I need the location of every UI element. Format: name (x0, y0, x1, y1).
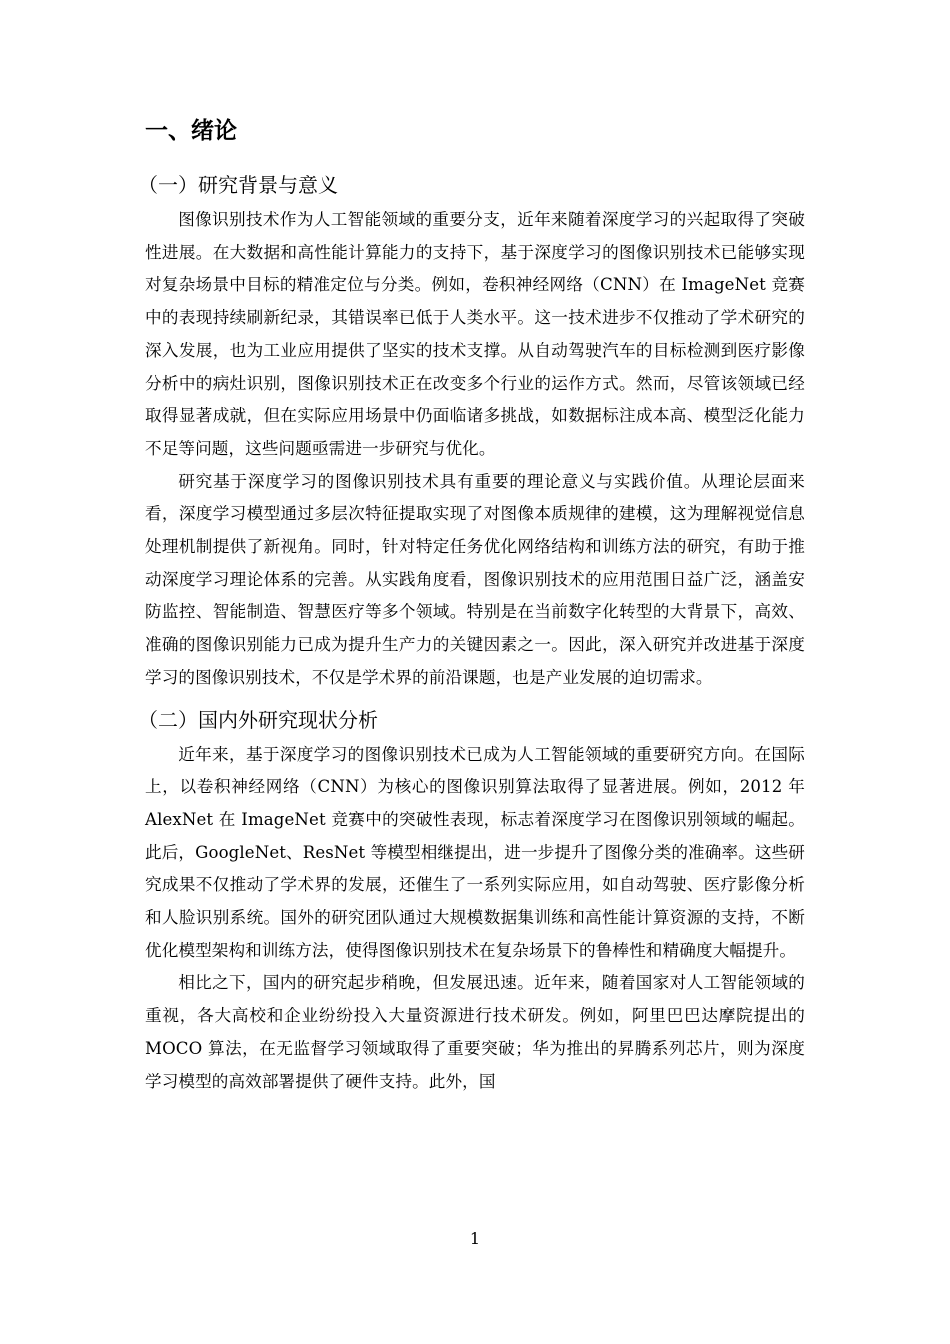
section-heading-status: （二）国内外研究现状分析 (138, 707, 378, 732)
paragraph: 图像识别技术作为人工智能领域的重要分支，近年来随着深度学习的兴起取得了突破性进展。在大数据和高性能计算能力的支持下，基于深度学习的图像识别技术已能够实现对复杂场景中目标的精准定位与分类。例如，卷积神经网络（CNN）在 ImageNet 竞赛中的表现持续刷新纪录，其错误率已低于人类水平。这一技术进步不仅推动了学术研究的深入发展，也为工业应用提供了坚实的技术支撑。从自动驾驶汽车的目标检测到医疗影像分析中的病灶识别，图像识别技术正在改变多个行业的运作方式。然而，尽管该领域已经取得显著成就，但在实际应用场景中仍面临诸多挑战，如数据标注成本高、模型泛化能力不足等问题，这些问题亟需进一步研究与优化。 (145, 210, 805, 458)
paragraph: 近年来，基于深度学习的图像识别技术已成为人工智能领域的重要研究方向。在国际上，以卷积神经网络（CNN）为核心的图像识别算法取得了显著进展。例如，2012 年 AlexNet 在 ImageNet 竞赛中的突破性表现，标志着深度学习在图像识别领域的崛起。此后，GoogleNet、ResNet 等模型相继提出，进一步提升了图像分类的准确率。这些研究成果不仅推动了学术界的发展，还催生了一系列实际应用，如自动驾驶、医疗影像分析和人脸识别系统。国外的研究团队通过大规模数据集训练和高性能计算资源的支持，不断优化模型架构和训练方法，使得图像识别技术在复杂场景下的鲁棒性和精确度大幅提升。 (145, 744, 805, 960)
paragraph: 相比之下，国内的研究起步稍晚，但发展迅速。近年来，随着国家对人工智能领域的重视，各大高校和企业纷纷投入大量资源进行技术研发。例如，阿里巴巴达摩院提出的 MOCO 算法，在无监督学习领域取得了重要突破；华为推出的昇腾系列芯片，则为深度学习模型的高效部署提供了硬件支持。此外，国 (145, 973, 805, 1091)
page-number: 1 (469, 1229, 481, 1248)
paragraph: 研究基于深度学习的图像识别技术具有重要的理论意义与实践价值。从理论层面来看，深度学习模型通过多层次特征提取实现了对图像本质规律的建模，这为理解视觉信息处理机制提供了新视角。同时，针对特定任务优化网络结构和训练方法的研究，有助于推动深度学习理论体系的完善。从实践角度看，图像识别技术的应用范围日益广泛，涵盖安防监控、智能制造、智慧医疗等多个领域。特别是在当前数字化转型的大背景下，高效、准确的图像识别能力已成为提升生产力的关键因素之一。因此，深入研究并改进基于深度学习的图像识别技术，不仅是学术界的前沿课题，也是产业发展的迫切需求。 (145, 471, 805, 687)
page-content (138, 112, 805, 1098)
section-spacer (145, 695, 805, 703)
section-heading-background: （一）研究背景与意义 (138, 173, 338, 197)
chapter-title: 一、绪论 (145, 118, 237, 144)
